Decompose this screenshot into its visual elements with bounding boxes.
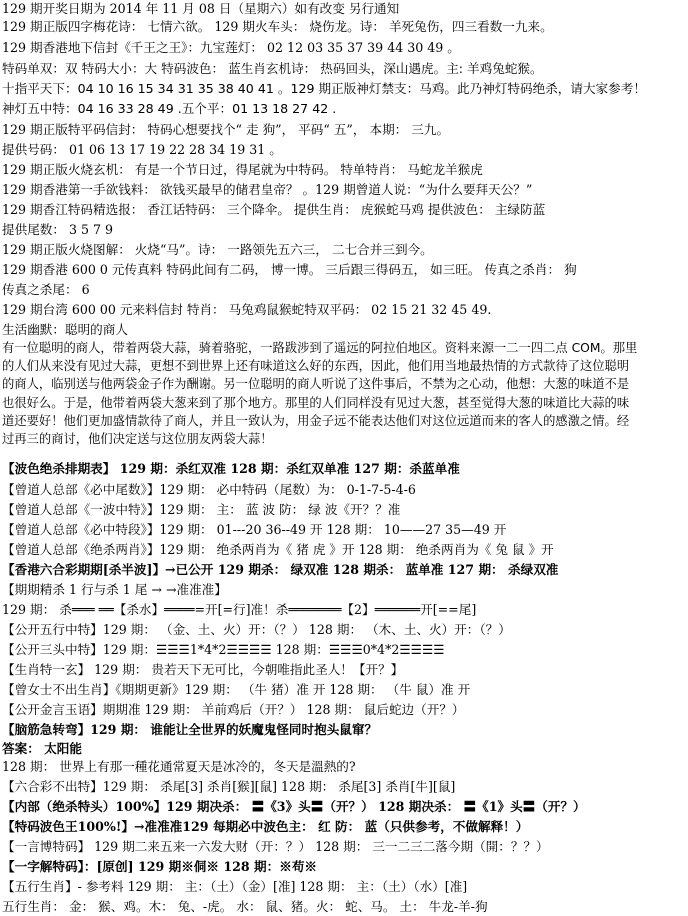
lines2-line-18: 【特码波色王100%!】→准准准129 每期必中波色主： 红 防： 蓝（只供参考，不做解释！） <box>2 819 529 834</box>
paragraph-line: 也很好么。于是，他带着两袋大葱来到了那个地方。那里的人们同样没有见过大葱，甚至觉得大葱的味道比大蒜的味 <box>2 395 630 410</box>
lines-line-5: 神灯五中特：04 16 33 28 49 .五个平：01 13 18 27 42 . <box>2 101 337 116</box>
lines-line-4: 十指平天下：04 10 16 15 34 31 35 38 40 41 。129 期正版神灯禁支：马鸡。此乃神灯特码绝杀，请大家参考！ <box>2 81 646 96</box>
lines2-line-16: 【六合彩不出特】129 期： 杀尾[3] 杀肖[猴][鼠] 128 期： 杀尾[3] 杀肖[牛][鼠] <box>2 779 456 794</box>
lines2-line-22: 五行生肖： 金： 猴、鸡。木： 兔、-虎。 水： 鼠、猪。火： 蛇、马。 土： 牛龙-羊-狗 <box>2 899 488 914</box>
lines2-line-19: 【一言博特码】 129 期二来五来一六发大财（开：？） 128 期： 三一二三二落今期（開：？？） <box>2 839 549 854</box>
lines-line-12: 129 期正版火烧图解： 火烧“马”。诗： 一路领先五六三， 二七合并三到今。 <box>2 242 433 257</box>
lines2-line-2: 【曾道人总部《一波中特》】129 期： 主： 蓝 波 防： 绿 波《开？？准 <box>2 502 401 517</box>
lines-line-3: 特码单双：双 特码大小：大 特码波色： 蓝生肖玄机诗： 热码回头，深山遇虎。主: 羊鸡兔蛇猴。 <box>2 61 543 76</box>
lines2-line-17: 【内部（绝杀特头）100%】129 期决杀： 〓《3》头〓（开？） 128 期决杀： 〓《1》头〓（开？） <box>2 799 586 814</box>
paragraph-line: 有一位聪明的商人，带着两袋大蒜，骑着骆驼，一路跋涉到了遥远的阿拉伯地区。资料来源一二一四二点 COM。那里 <box>2 341 638 355</box>
paragraph-line: 道还要好！他们更加盛情款待了商人，并且一致认为，用金子远不能表达他们对这位远道而来的客人的感激之情。经 <box>2 413 630 428</box>
lines-line-14: 传真之杀尾： 6 <box>2 282 90 297</box>
lines-line-0: 129 期开奖日期为 2014 年 11 月 08 日（星期六）如有改变 另行通知 <box>2 1 400 16</box>
lines2-line-5: 【香港六合彩期期[杀半波]】→已公开 129 期杀： 绿双准 128 期杀： 蓝单准 127 期： 杀绿双准 <box>2 562 559 577</box>
lines2-line-8: 【公开五行中特】129 期： （金、土、火）开：（？） 128 期： （木、土、火）开：（？） <box>2 622 511 637</box>
lines-line-10: 129 期香江特码精选报： 香江话特码： 三个降伞。 提供生肖： 虎猴蛇马鸡 提供波色： 主绿防蓝 <box>2 202 546 217</box>
lines-line-8: 129 期正版火烧玄机： 有是一个节日过，得尾就为中特码。 特单特肖： 马蛇龙羊猴虎 <box>2 162 483 177</box>
lines-line-1: 129 期正版四字梅花诗： 七情六欲。 129 期火车头： 烧伤龙。诗： 羊死兔伤，四三看数一九来。 <box>2 19 553 34</box>
lines-line-6: 129 期正版特平码信封： 特码心想要找个“ 走 狗”， 平码“ 五”， 本期： 三九。 <box>2 122 450 137</box>
lines2-line-14: 答案： 太阳能 <box>2 741 82 756</box>
lines2-line-0: 【波色绝杀排期表】 129 期：杀红双准 128 期：杀红双单准 127 期：杀蓝单准 <box>2 461 460 476</box>
lines2-line-6: 【期期精杀 1 行与杀 1 尾 → →准准准】 <box>2 582 227 597</box>
lines-line-16: 生活幽默：聪明的商人 <box>2 322 128 337</box>
lines2-line-10: 【生肖特一玄】 129 期： 贵若天下无可比，今朝唯指此圣人！【开？】 <box>2 662 404 677</box>
lines2-line-11: 【曾女士不出生肖】《期期更新》129 期： （牛 猪）准 开 128 期： （牛 鼠）准 开 <box>2 682 471 697</box>
lines-line-9: 129 期香港第一手欲钱料： 欲钱买最早的储君皇帝？ 。129 期曾道人说：“为什么要拜天公？” <box>2 182 533 197</box>
lines2-line-7: 129 期： 杀═══ ══【杀水】════=开[=行]准！杀═══════【2】══════开[==尾] <box>2 602 477 617</box>
lines-line-2: 129 期香港地下信封《千王之王》：九宝莲灯： 02 12 03 35 37 39 44 30 49 。 <box>2 40 460 55</box>
lines-line-13: 129 期香港 600 0 元传真料 特码此间有二码， 博一博。 三后跟三得码五， 如三旺。 传真之杀肖： 狗 <box>2 262 577 277</box>
lines2-line-21: 【五行生肖】- 参考料 129 期： 主：（土）（金）[准] 128 期： 主：（土）（水）[准] <box>2 879 468 894</box>
lines-line-7: 提供号码： 01 06 13 17 19 22 28 34 19 31 。 <box>2 142 282 157</box>
paragraph-line: 的人们从来没有见过大蒜，更想不到世界上还有味道这么好的东西，因此，他们用当地最热情的方式款待了这位聪明 <box>2 359 630 374</box>
lines-line-15: 129 期台湾 600 00 元来料信封 特肖： 马兔鸡鼠猴蛇特双平码： 02 15 21 32 45 49. <box>2 302 492 317</box>
lines2-line-20: 【一字解特码】：[原创] 129 期※侗※ 128 期：※苟※ <box>2 859 318 874</box>
paragraph-line: 的商人，临别送与他两袋金子作为酬谢。另一位聪明的商人听说了这件事后，不禁为之心动，他想：大葱的味道不是 <box>2 377 630 392</box>
lines2-line-15: 128 期： 世界上有那一種花通常夏天是冰冷的，冬天是溫熱的? <box>2 759 356 774</box>
lines2-line-1: 【曾道人总部《必中尾数》】129 期： 必中特码（尾数）为： 0-1-7-5-4-6 <box>2 482 416 497</box>
lines2-line-4: 【曾道人总部《绝杀两肖》】129 期： 绝杀两肖为《 猪 虎 》开 128 期： 绝杀两肖为《 兔 鼠 》开 <box>2 542 554 557</box>
humor-story-paragraph <box>2 339 686 448</box>
lines2-line-13: 【脑筋急转弯】129 期： 谁能让全世界的妖魔鬼怪同时抱头鼠窜？ <box>2 722 378 737</box>
lines-line-11: 提供尾数： 3 5 7 9 <box>2 222 114 237</box>
paragraph-line: 过再三的商讨，他们决定送与这位朋友两袋大蒜！ <box>2 432 273 447</box>
lines2-line-9: 【公开三头中特】129 期：☰☰☰1*4*2☰☰☰☰ 128 期：☰☰☰0*4*2☰☰☰☰ <box>2 642 445 657</box>
lines2-line-3: 【曾道人总部《必中特段》】129 期： 01---20 36--49 开 128 期： 10——27 35—49 开 <box>2 522 507 537</box>
lines2-line-12: 【公开金言玉语】期期准 129 期： 羊前鸡后（开？） 128 期： 鼠后蛇边（开？） <box>2 702 465 717</box>
